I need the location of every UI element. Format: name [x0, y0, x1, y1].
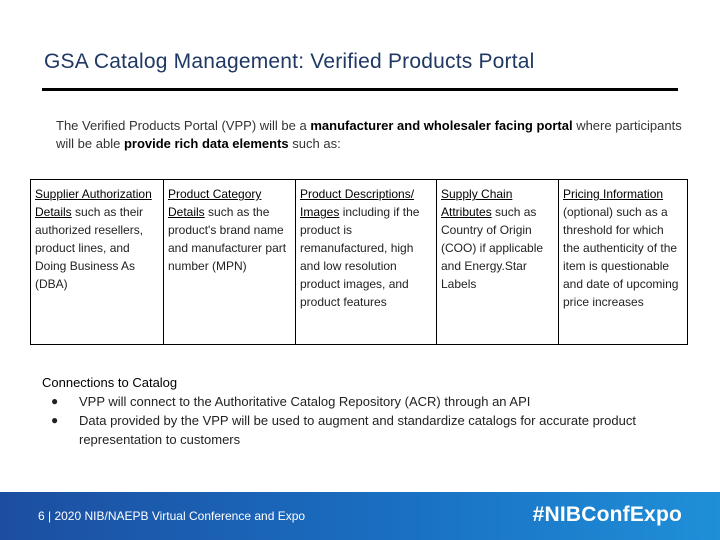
column-description: including if the product is remanufactured, high and low resolution product images, and product features — [300, 205, 420, 309]
intro-text-1: The Verified Products Portal (VPP) will be a — [56, 118, 311, 133]
intro-bold-2: provide rich data elements — [123, 136, 289, 151]
column-heading: Product Category Details — [168, 187, 262, 219]
intro-text-3: such as: — [288, 136, 341, 151]
intro-bold-1: manufacturer and wholesaler facing portal — [310, 118, 573, 133]
footer-bar — [0, 492, 720, 540]
column-heading: Supply Chain Attributes — [441, 187, 513, 219]
column-description: such as Country of Origin (COO) if applicable and Energy.Star Labels — [441, 205, 544, 291]
column-supplier-authorization — [31, 180, 164, 344]
column-supply-chain — [437, 180, 559, 344]
slide-title: GSA Catalog Management: Verified Products Portal — [44, 50, 535, 73]
list-item — [51, 411, 682, 449]
column-product-descriptions — [296, 180, 437, 344]
connections-section — [42, 373, 682, 449]
list-item-text: VPP will connect to the Authoritative Catalog Repository (ACR) through an API — [79, 394, 531, 409]
intro-text-2: where participants will be able — [56, 118, 682, 151]
connections-title: Connections to Catalog — [42, 375, 178, 390]
footer-text: 6 | 2020 NIB/NAEPB Virtual Conference and Expo — [38, 509, 306, 523]
conference-hashtag: #NIBConfExpo — [532, 503, 682, 526]
column-heading: Product Descriptions/ Images — [300, 187, 415, 219]
bullet-icon: ● — [51, 413, 59, 427]
column-pricing-information — [559, 180, 687, 344]
column-description: (optional) such as a threshold for which the authenticity of the item is questionable and date of upcoming price increases — [563, 205, 679, 309]
list-item — [51, 392, 682, 411]
data-elements-table — [30, 179, 688, 345]
column-heading: Supplier Authorization Details — [35, 187, 152, 219]
bullet-icon: ● — [51, 394, 59, 408]
connections-list — [42, 392, 682, 449]
column-heading: Pricing Information — [563, 187, 664, 201]
column-description: such as the product's brand name and manufacturer part number (MPN) — [168, 205, 287, 273]
column-product-category — [164, 180, 296, 344]
title-divider — [42, 88, 678, 91]
list-item-text: Data provided by the VPP will be used to augment and standardize catalogs for accurate product representation to customers — [79, 413, 636, 447]
intro-paragraph — [56, 117, 686, 153]
column-description: such as their authorized resellers, product lines, and Doing Business As (DBA) — [35, 205, 144, 291]
